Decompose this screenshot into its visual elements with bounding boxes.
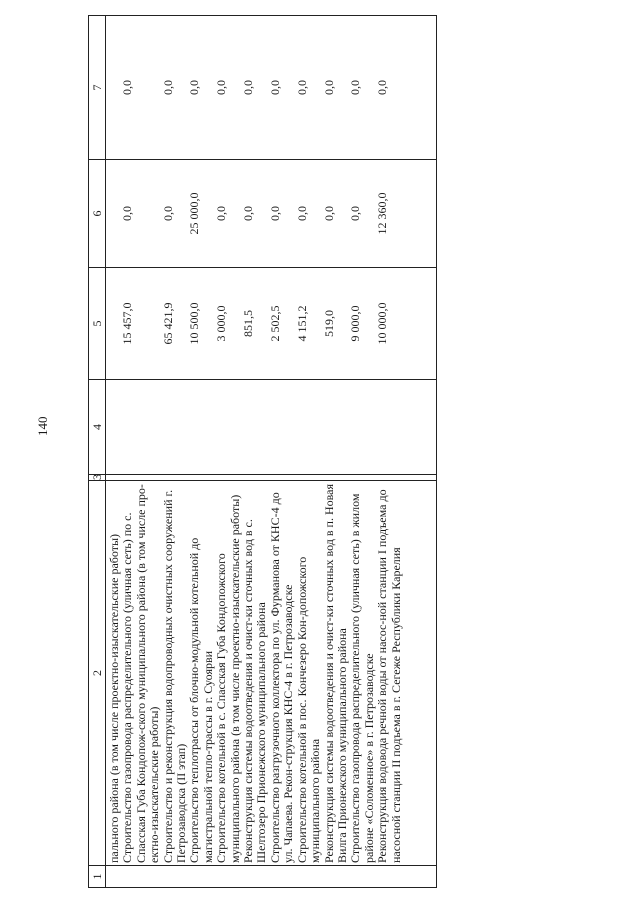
cell-col-5: 2 502,5 bbox=[269, 268, 296, 380]
cell-index bbox=[106, 866, 122, 888]
cell-col-6: 0,0 bbox=[269, 160, 296, 268]
cell-description: Строительство газопровода распределительного (уличная сеть) в жилом районе «Соломенное» в г. Петрозаводске bbox=[349, 481, 376, 866]
cell-col-3 bbox=[376, 475, 437, 481]
cell-description: Строительство котельной в с. Спасская Губа Кондопожского муниципального района (в том числе проектно-изыскательские работы) bbox=[215, 481, 242, 866]
cell-description: Строительство теплотрассы от блочно-модульной котельной до магистральной тепло-трассы в г. Суоярви bbox=[188, 481, 215, 866]
cell-col-6: 0,0 bbox=[323, 160, 350, 268]
cell-col-7: 0,0 bbox=[215, 16, 242, 160]
cell-col-4 bbox=[296, 380, 323, 475]
cell-description: Реконструкция системы водоотведения и очист-ки сточных вод в с. Шелтозеро Прионежского муниципального района bbox=[242, 481, 269, 866]
cell-description: Строительство газопровода распределительного (уличная сеть) по с. Спасская Губа Кондопож-ского муниципального района (в том числе про-ектно-изыскательские работы) bbox=[121, 481, 161, 866]
cell-description: пального района (в том числе проектно-изыскательские работы) bbox=[106, 481, 122, 866]
cell-col-7 bbox=[106, 16, 122, 160]
cell-description: Строительство котельной в пос. Кончезеро Кон-допожского муниципального района bbox=[296, 481, 323, 866]
cell-description: Реконструкция водовода речной воды от насос-ной станции I подъема до насосной станции II подъема в г. Сегеже Республики Карелия bbox=[376, 481, 437, 866]
cell-col-7: 0,0 bbox=[162, 16, 189, 160]
cell-col-6: 0,0 bbox=[215, 160, 242, 268]
cell-col-3 bbox=[269, 475, 296, 481]
cell-col-4 bbox=[376, 380, 437, 475]
cell-col-4 bbox=[269, 380, 296, 475]
cell-col-3 bbox=[121, 475, 161, 481]
cell-index bbox=[162, 866, 189, 888]
cell-col-7: 0,0 bbox=[121, 16, 161, 160]
header-col-3: 3 bbox=[89, 474, 104, 480]
cell-col-6: 0,0 bbox=[242, 160, 269, 268]
cell-col-5: 519,0 bbox=[323, 268, 350, 380]
cell-col-3 bbox=[323, 475, 350, 481]
cell-col-7: 0,0 bbox=[269, 16, 296, 160]
table-row bbox=[376, 16, 437, 888]
cell-col-5: 15 457,0 bbox=[121, 268, 161, 380]
cell-col-6: 25 000,0 bbox=[188, 160, 215, 268]
cell-col-4 bbox=[323, 380, 350, 475]
cell-col-4 bbox=[349, 380, 376, 475]
cell-col-5 bbox=[106, 268, 122, 380]
cell-col-3 bbox=[242, 475, 269, 481]
cell-index bbox=[242, 866, 269, 888]
table-row bbox=[242, 16, 269, 888]
table-row bbox=[106, 16, 122, 888]
header-col-6: 6 bbox=[89, 160, 106, 268]
table-row bbox=[162, 16, 189, 888]
cell-col-7: 0,0 bbox=[242, 16, 269, 160]
cell-col-6: 0,0 bbox=[349, 160, 376, 268]
header-col-4: 4 bbox=[89, 380, 106, 475]
cell-col-4 bbox=[215, 380, 242, 475]
table-row bbox=[215, 16, 242, 888]
cell-col-6: 0,0 bbox=[121, 160, 161, 268]
rotated-table-container bbox=[88, 16, 614, 888]
cell-description: Строительство и реконструкция водопроводных очистных сооружений г. Петрозаводска (II этап) bbox=[162, 481, 189, 866]
cell-col-6: 0,0 bbox=[296, 160, 323, 268]
cell-col-3 bbox=[188, 475, 215, 481]
cell-col-7: 0,0 bbox=[188, 16, 215, 160]
cell-col-7: 0,0 bbox=[296, 16, 323, 160]
cell-col-4 bbox=[188, 380, 215, 475]
cell-col-3 bbox=[349, 475, 376, 481]
cell-col-4 bbox=[106, 380, 122, 475]
header-col-2: 2 bbox=[89, 481, 106, 866]
cell-description: Строительство разгрузочного коллектора по ул. Фурманова от КНС-4 до ул. Чапаева. Рекон-струкция КНС-4 в г. Петрозаводске bbox=[269, 481, 296, 866]
table-row bbox=[269, 16, 296, 888]
cell-col-3 bbox=[106, 475, 122, 481]
cell-description: Реконструкция системы водоотведения и очист-ки сточных вод в п. Новая Вилга Прионежского муниципального района bbox=[323, 481, 350, 866]
header-col-1: 1 bbox=[89, 866, 106, 888]
cell-col-4 bbox=[121, 380, 161, 475]
cell-index bbox=[121, 866, 161, 888]
cell-col-5: 9 000,0 bbox=[349, 268, 376, 380]
table-row bbox=[349, 16, 376, 888]
header-row bbox=[89, 16, 106, 888]
cell-col-7: 0,0 bbox=[323, 16, 350, 160]
table-row bbox=[296, 16, 323, 888]
cell-col-6 bbox=[106, 160, 122, 268]
cell-col-3 bbox=[296, 475, 323, 481]
cell-index bbox=[296, 866, 323, 888]
cell-col-7: 0,0 bbox=[376, 16, 437, 160]
cell-index bbox=[215, 866, 242, 888]
page-number: 140 bbox=[35, 416, 50, 436]
cell-col-3 bbox=[215, 475, 242, 481]
cell-col-4 bbox=[242, 380, 269, 475]
cell-col-6: 12 360,0 bbox=[376, 160, 437, 268]
cell-col-6: 0,0 bbox=[162, 160, 189, 268]
cell-index bbox=[376, 866, 437, 888]
table-row bbox=[323, 16, 350, 888]
investment-table bbox=[88, 15, 437, 888]
header-col-7: 7 bbox=[89, 16, 106, 160]
cell-index bbox=[349, 866, 376, 888]
cell-col-5: 851,5 bbox=[242, 268, 269, 380]
cell-col-7: 0,0 bbox=[349, 16, 376, 160]
cell-index bbox=[323, 866, 350, 888]
cell-col-5: 10 500,0 bbox=[188, 268, 215, 380]
cell-col-4 bbox=[162, 380, 189, 475]
cell-col-5: 3 000,0 bbox=[215, 268, 242, 380]
cell-index bbox=[188, 866, 215, 888]
cell-index bbox=[269, 866, 296, 888]
cell-col-5: 4 151,2 bbox=[296, 268, 323, 380]
table-row bbox=[121, 16, 161, 888]
header-col-5: 5 bbox=[89, 268, 106, 380]
cell-col-5: 10 000,0 bbox=[376, 268, 437, 380]
cell-col-3 bbox=[162, 475, 189, 481]
table-row bbox=[188, 16, 215, 888]
cell-col-5: 65 421,9 bbox=[162, 268, 189, 380]
